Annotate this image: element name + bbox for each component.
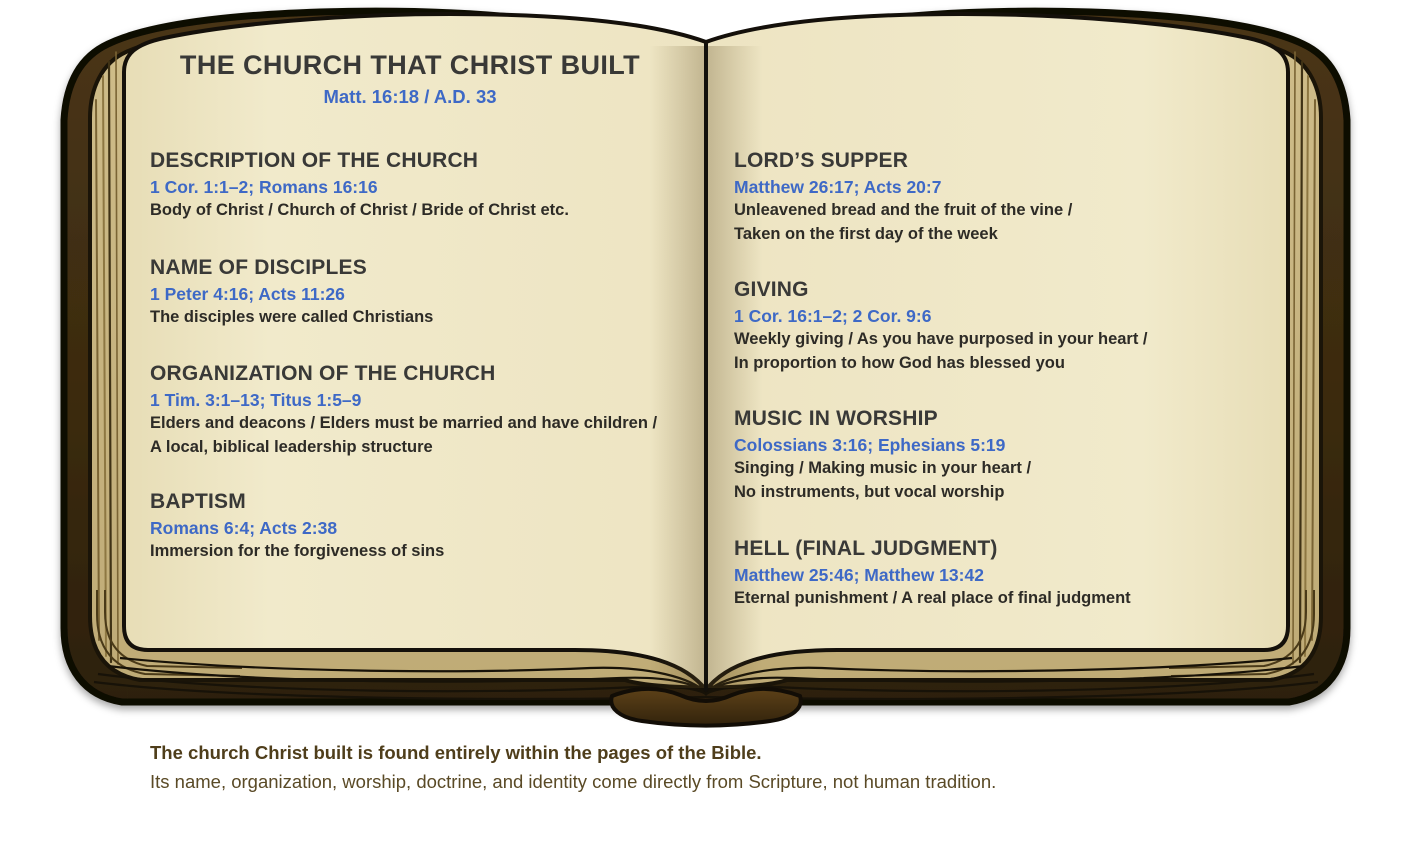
section-scripture-ref: Colossians 3:16; Ephesians 5:19 bbox=[734, 435, 1006, 455]
section-hell-final-judgment bbox=[734, 536, 1131, 611]
section-body-line: In proportion to how God has blessed you bbox=[734, 353, 1065, 372]
section-scripture-ref: 1 Tim. 3:1–13; Titus 1:5–9 bbox=[150, 390, 362, 410]
section-music-in-worship bbox=[734, 406, 1031, 504]
section-body-line: Body of Christ / Church of Christ / Bride of Christ etc. bbox=[150, 201, 569, 219]
book-left-page bbox=[124, 14, 706, 690]
section-baptism bbox=[150, 489, 444, 564]
section-scripture-ref: Matthew 26:17; Acts 20:7 bbox=[734, 177, 942, 197]
section-scripture-ref: 1 Cor. 1:1–2; Romans 16:16 bbox=[150, 177, 378, 197]
section-heading: NAME OF DISCIPLES bbox=[150, 256, 367, 279]
section-organization-of-the-church bbox=[150, 361, 657, 459]
caption-bold-line: The church Christ built is found entirely within the pages of the Bible. bbox=[150, 742, 762, 763]
section-heading: GIVING bbox=[734, 278, 809, 301]
section-body-line: A local, biblical leadership structure bbox=[150, 437, 433, 456]
section-heading: DESCRIPTION OF THE CHURCH bbox=[150, 149, 479, 172]
gutter-shadow-left bbox=[650, 46, 704, 688]
section-description-of-the-church bbox=[150, 148, 569, 223]
section-scripture-ref: 1 Peter 4:16; Acts 11:26 bbox=[150, 284, 345, 304]
page-title: THE CHURCH THAT CHRIST BUILT bbox=[179, 50, 641, 80]
section-scripture-ref: 1 Cor. 16:1–2; 2 Cor. 9:6 bbox=[734, 306, 932, 326]
section-body-line: The disciples were called Christians bbox=[150, 308, 434, 326]
section-scripture-ref: Matthew 25:46; Matthew 13:42 bbox=[734, 565, 984, 585]
section-body-line: Singing / Making music in your heart / bbox=[734, 459, 1032, 477]
section-scripture-ref: Romans 6:4; Acts 2:38 bbox=[150, 518, 338, 538]
section-lords-supper bbox=[734, 148, 1072, 246]
section-body-line: No instruments, but vocal worship bbox=[734, 482, 1005, 501]
footer-caption bbox=[150, 741, 1250, 794]
section-heading: MUSIC IN WORSHIP bbox=[734, 407, 938, 430]
section-body-line: Unleavened bread and the fruit of the vine / bbox=[734, 201, 1073, 219]
section-heading: BAPTISM bbox=[150, 490, 246, 513]
section-heading: ORGANIZATION OF THE CHURCH bbox=[150, 362, 496, 385]
section-giving bbox=[734, 277, 1148, 375]
section-body-line: Eternal punishment / A real place of final judgment bbox=[734, 589, 1131, 607]
section-body-line: Immersion for the forgiveness of sins bbox=[150, 542, 445, 560]
caption-normal-line: Its name, organization, worship, doctrine, and identity come directly from Scripture, not human tradition. bbox=[150, 771, 997, 792]
page-subtitle: Matt. 16:18 / A.D. 33 bbox=[323, 86, 497, 107]
section-name-of-disciples bbox=[150, 255, 433, 330]
section-heading: LORD’S SUPPER bbox=[734, 149, 909, 172]
section-body-line: Elders and deacons / Elders must be married and have children / bbox=[150, 414, 658, 432]
section-body-line: Weekly giving / As you have purposed in your heart / bbox=[734, 330, 1148, 348]
section-heading: HELL (FINAL JUDGMENT) bbox=[734, 537, 998, 560]
section-body-line: Taken on the first day of the week bbox=[734, 224, 998, 243]
page-title-block bbox=[150, 50, 670, 108]
